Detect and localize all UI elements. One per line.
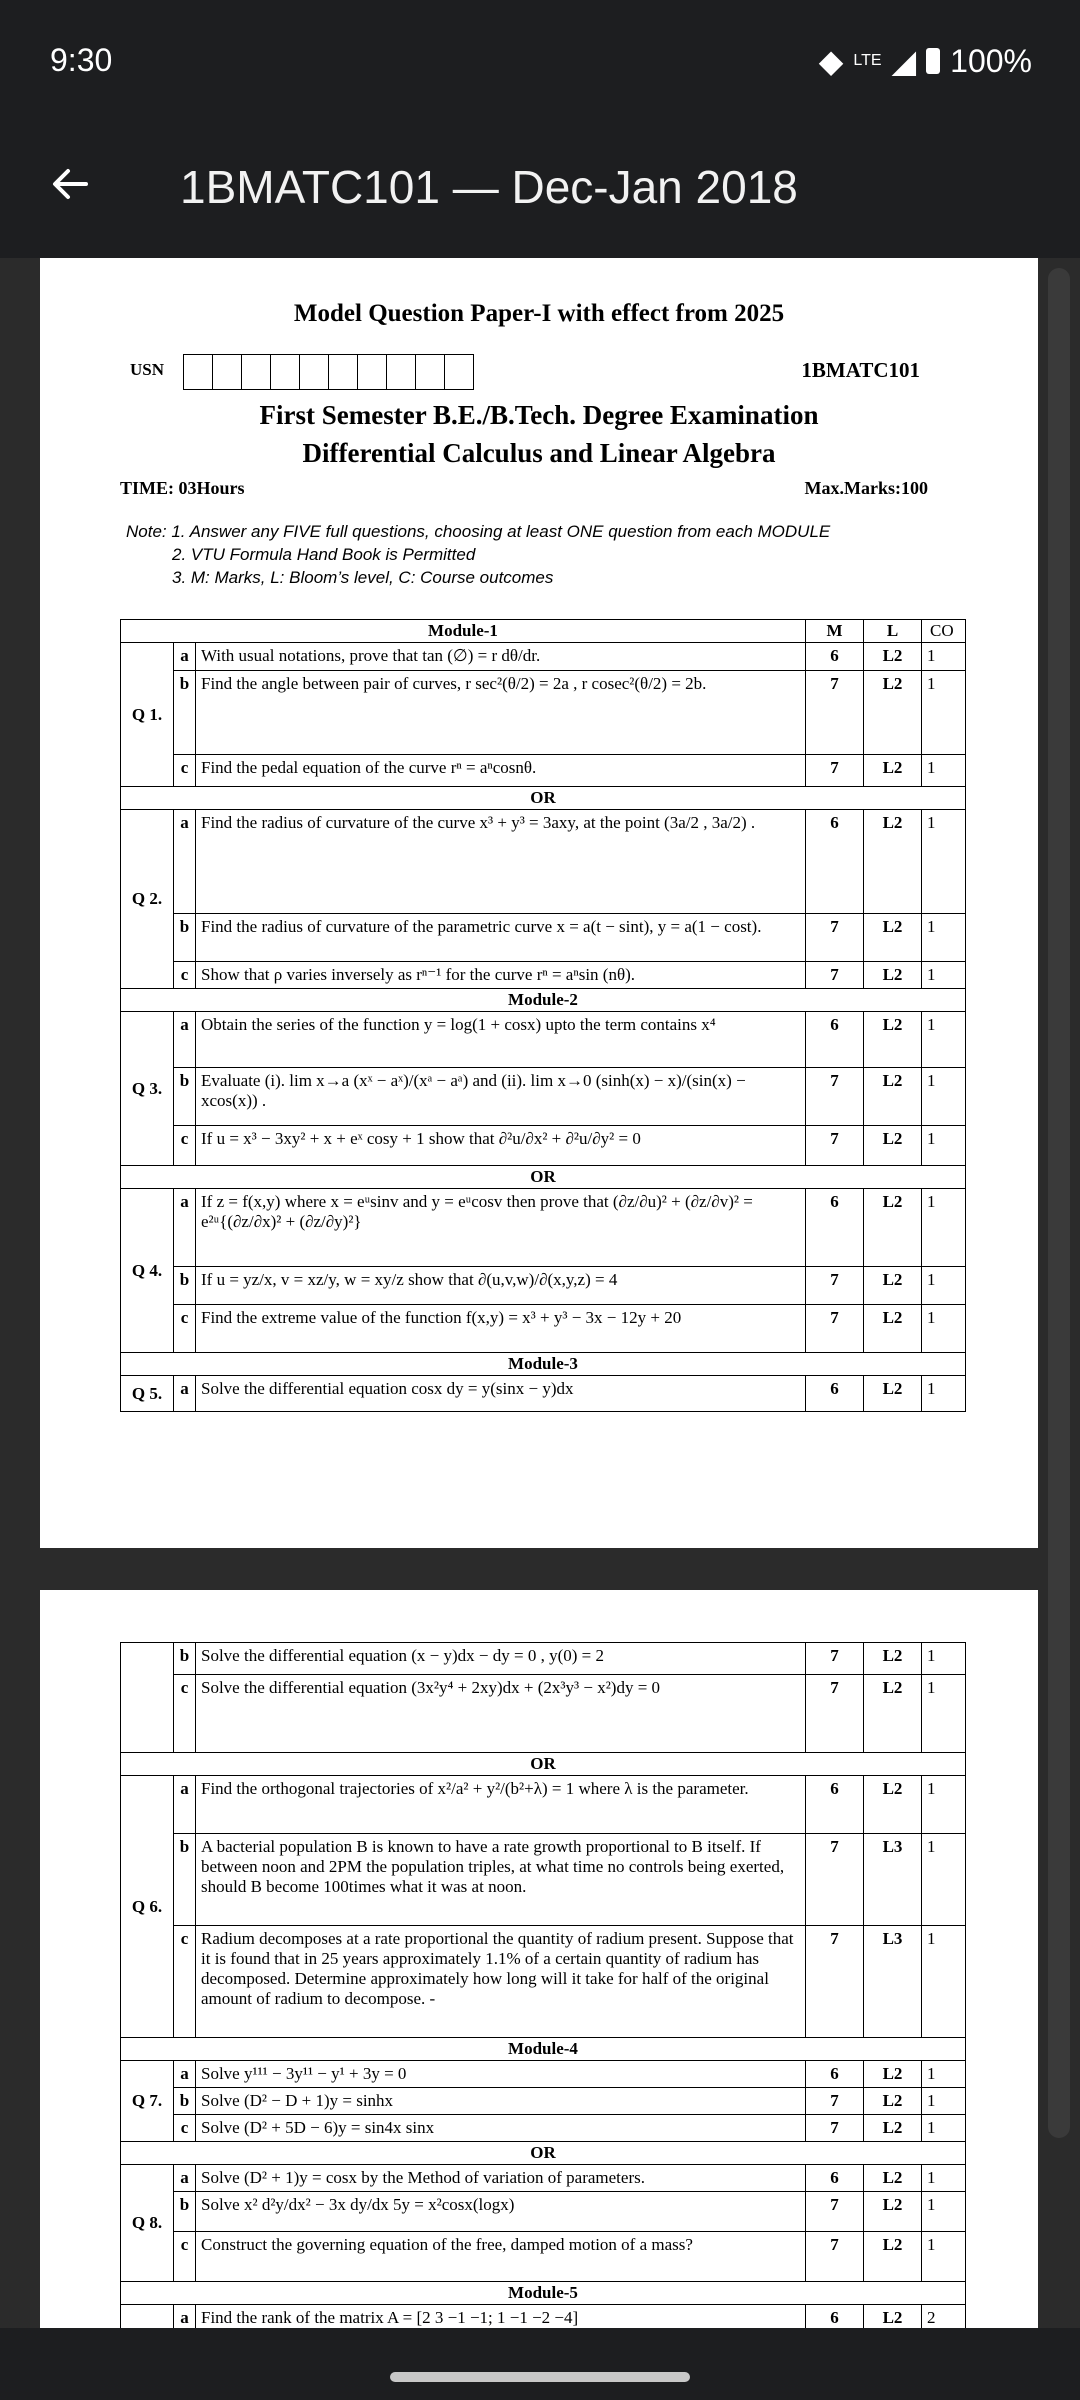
question-text: A bacterial population B is known to have a rate growth proportional to B itself. If between noon and 2PM the population triples, at what time no controls being exerted, should B become 100times what it was at noon. [196,1834,806,1926]
marks-cell: 6 [806,2061,864,2088]
sub-question-letter: a [174,2165,196,2192]
level-cell: L2 [864,1126,922,1166]
usn-box [241,354,271,390]
co-cell: 1 [922,755,966,787]
app-bar [0,124,1080,258]
marks-cell: 7 [806,1834,864,1926]
level-cell: L2 [864,1643,922,1675]
question-row [121,2165,966,2192]
question-text: Solve x² d²y/dx² − 3x dy/dx 5y = x²cosx(logx) [196,2192,806,2232]
question-row [121,1926,966,2038]
question-number: Q 5. [121,1376,174,1412]
module-row [121,787,966,810]
instructions [126,520,830,589]
question-text: Solve (D² − D + 1)y = sinhx [196,2088,806,2115]
sub-question-letter: b [174,1643,196,1675]
marks-cell: 6 [806,810,864,914]
sub-question-letter: a [174,1776,196,1834]
question-text: If u = x³ − 3xy² + x + eˣ cosy + 1 show that ∂²u/∂x² + ∂²u/∂y² = 0 [196,1126,806,1166]
module-heading: Module-3 [121,1353,966,1376]
battery-icon [926,48,940,74]
co-cell: 1 [922,2165,966,2192]
marks-cell: 6 [806,2165,864,2192]
question-row [121,2088,966,2115]
module-row [121,1753,966,1776]
marks-cell: 6 [806,1776,864,1834]
co-cell: 1 [922,2061,966,2088]
usn-boxes [183,354,473,390]
question-row [121,2305,966,2329]
level-cell: L3 [864,1926,922,2038]
co-cell: 1 [922,1376,966,1412]
question-row [121,755,966,787]
level-cell: L2 [864,962,922,989]
sub-question-letter: b [174,1068,196,1126]
level-cell: L2 [864,755,922,787]
module-row [121,2142,966,2165]
question-number: Q 7. [121,2061,174,2142]
co-cell: 1 [922,1643,966,1675]
sub-question-letter: b [174,2088,196,2115]
co-cell: 1 [922,1012,966,1068]
marks-cell: 7 [806,671,864,755]
level-cell: L2 [864,2115,922,2142]
question-row [121,1834,966,1926]
marks-cell: 7 [806,1068,864,1126]
module-heading: OR [121,787,966,810]
question-text: Find the orthogonal trajectories of x²/a² + y²/(b²+λ) = 1 where λ is the parameter. [196,1776,806,1834]
module-heading: Module-1 [121,620,806,643]
usn-box [386,354,416,390]
marks-cell: 7 [806,2088,864,2115]
back-arrow-icon[interactable] [46,160,94,208]
question-number: Q 1. [121,643,174,787]
sub-question-letter: a [174,2061,196,2088]
status-time: 9:30 [50,42,113,78]
question-text: Find the pedal equation of the curve rⁿ = aⁿcosnθ. [196,755,806,787]
question-text: Find the extreme value of the function f(x,y) = x³ + y³ − 3x − 12y + 20 [196,1305,806,1353]
home-gesture-handle[interactable] [390,2372,690,2382]
question-number: Q 4. [121,1189,174,1353]
sub-question-letter: a [174,810,196,914]
level-cell: L2 [864,2061,922,2088]
level-cell: L2 [864,2305,922,2329]
subject-heading: Differential Calculus and Linear Algebra [302,438,776,468]
marks-cell: 7 [806,1126,864,1166]
paper-title: Model Question Paper-I with effect from 2025 [293,300,785,327]
question-text: Solve y¹¹¹ − 3y¹¹ − y¹ + 3y = 0 [196,2061,806,2088]
question-text: Find the radius of curvature of the curve x³ + y³ = 3axy, at the point (3a/2 , 3a/2) . [196,810,806,914]
status-icons [819,42,1032,80]
col-co-header: CO [922,620,966,643]
question-row [121,2192,966,2232]
sub-question-letter: a [174,1376,196,1412]
subject-code: 1BMATC101 [801,358,920,382]
co-cell: 1 [922,2232,966,2282]
usn-box [415,354,445,390]
semester-heading: First Semester B.E./B.Tech. Degree Examination [259,400,819,430]
co-cell: 1 [922,914,966,962]
sub-question-letter: c [174,2232,196,2282]
level-cell: L2 [864,1012,922,1068]
level-cell: L2 [864,1267,922,1305]
level-cell: L2 [864,810,922,914]
question-row [121,1776,966,1834]
sub-question-letter: c [174,1675,196,1753]
co-cell: 1 [922,1834,966,1926]
level-cell: L2 [864,2165,922,2192]
co-cell: 1 [922,1126,966,1166]
module-row [121,1166,966,1189]
module-heading: Module-2 [121,989,966,1012]
question-text: Evaluate (i). lim x→a (xˣ − aˣ)/(xᵃ − aᵃ) and (ii). lim x→0 (sinh(x) − x)/(sin(x) − xcos(x)) . [196,1068,806,1126]
marks-cell: 6 [806,2305,864,2329]
sub-question-letter: b [174,671,196,755]
level-cell: L2 [864,671,922,755]
usn-box [270,354,300,390]
question-number [121,1643,174,1753]
question-row [121,671,966,755]
marks-cell: 7 [806,1675,864,1753]
module-heading: OR [121,1753,966,1776]
pdf-viewer[interactable] [0,258,1080,2328]
module-row [121,2038,966,2061]
usn-box [328,354,358,390]
module-heading: Module-5 [121,2282,966,2305]
document-title: 1BMATC101 — Dec-Jan 2018 [180,161,798,213]
co-cell: 1 [922,1776,966,1834]
level-cell: L2 [864,914,922,962]
question-text: Solve (D² + 1)y = cosx by the Method of variation of parameters. [196,2165,806,2192]
question-text: If z = f(x,y) where x = eᵘsinv and y = eᵘcosv then prove that (∂z/∂u)² + (∂z/∂v)² = e²ᵘ{(∂z/∂x)² + (∂z/∂y)²} [196,1189,806,1267]
co-cell: 1 [922,2192,966,2232]
max-marks: Max.Marks:100 [804,478,928,498]
marks-cell: 7 [806,1267,864,1305]
question-text: Construct the governing equation of the free, damped motion of a mass? [196,2232,806,2282]
cell-signal-icon: ◢ [891,43,917,79]
note-line: 2. VTU Formula Hand Book is Permitted [172,545,476,564]
level-cell: L2 [864,2232,922,2282]
marks-cell: 7 [806,1643,864,1675]
marks-cell: 7 [806,2192,864,2232]
marks-cell: 6 [806,1012,864,1068]
co-cell: 1 [922,1068,966,1126]
col-marks-header: M [806,620,864,643]
question-number: Q 8. [121,2165,174,2282]
co-cell: 1 [922,1926,966,2038]
sub-question-letter: c [174,1926,196,2038]
co-cell: 1 [922,1189,966,1267]
scrollbar[interactable] [1048,268,1070,2138]
level-cell: L2 [864,2192,922,2232]
module-row [121,2282,966,2305]
status-bar [0,0,1080,124]
sub-question-letter: c [174,2115,196,2142]
question-text: Solve the differential equation (3x²y⁴ + 2xy)dx + (2x³y³ − x²)dy = 0 [196,1675,806,1753]
battery-percent: 100% [950,42,1032,79]
usn-box [444,354,474,390]
question-row [121,1675,966,1753]
question-table [120,1642,966,2328]
sub-question-letter: c [174,755,196,787]
col-level-header: L [864,620,922,643]
sub-question-letter: a [174,1189,196,1267]
level-cell: L2 [864,1376,922,1412]
note-line: 3. M: Marks, L: Bloom’s level, C: Course outcomes [172,568,554,587]
table-head-row [121,620,966,643]
question-text: If u = yz/x, v = xz/y, w = xy/z show that ∂(u,v,w)/∂(x,y,z) = 4 [196,1267,806,1305]
question-number: Q 2. [121,810,174,989]
marks-cell: 6 [806,1189,864,1267]
question-rows [121,643,966,1412]
sub-question-letter: c [174,1126,196,1166]
sub-question-letter: b [174,1267,196,1305]
question-rows [121,1643,966,2329]
question-row [121,1643,966,1675]
usn-label: USN [130,360,165,379]
question-text: Solve (D² + 5D − 6)y = sin4x sinx [196,2115,806,2142]
pdf-page-2 [40,1590,1038,2328]
sub-question-letter: b [174,1834,196,1926]
co-cell: 1 [922,962,966,989]
co-cell: 1 [922,810,966,914]
question-text: Find the angle between pair of curves, r sec²(θ/2) = 2a , r cosec²(θ/2) = 2b. [196,671,806,755]
module-row [121,989,966,1012]
question-row [121,2232,966,2282]
marks-cell: 7 [806,1305,864,1353]
marks-cell: 7 [806,962,864,989]
question-text: With usual notations, prove that tan (∅) = r dθ/dr. [196,643,806,671]
question-row [121,1012,966,1068]
module-heading: OR [121,1166,966,1189]
question-row [121,643,966,671]
question-number: Q 6. [121,1776,174,2038]
question-row [121,1305,966,1353]
level-cell: L2 [864,2088,922,2115]
question-row [121,1376,966,1412]
question-number: Q 3. [121,1012,174,1166]
question-row [121,2061,966,2088]
marks-cell: 7 [806,2232,864,2282]
question-number [121,2305,174,2329]
question-text: Obtain the series of the function y = log(1 + cosx) upto the term contains x⁴ [196,1012,806,1068]
question-row [121,810,966,914]
question-text: Radium decomposes at a rate proportional the quantity of radium present. Suppose that it is found that in 25 years approximately 1.1% of a certain quantity of radium has decomposed. Determine approximately how long will it take for half of the original amount of radium to decompose. - [196,1926,806,2038]
question-text: Solve the differential equation cosx dy = y(sinx − y)dx [196,1376,806,1412]
co-cell: 1 [922,1305,966,1353]
sub-question-letter: c [174,1305,196,1353]
question-row [121,1068,966,1126]
marks-cell: 7 [806,2115,864,2142]
question-text: Show that ρ varies inversely as rⁿ⁻¹ for the curve rⁿ = aⁿsin (nθ). [196,962,806,989]
usn-box [357,354,387,390]
co-cell: 2 [922,2305,966,2329]
marks-cell: 6 [806,643,864,671]
question-row [121,2115,966,2142]
question-row [121,1267,966,1305]
usn-box [183,354,213,390]
navigation-bar [0,2328,1080,2400]
usn-box [299,354,329,390]
sub-question-letter: b [174,914,196,962]
question-row [121,1126,966,1166]
level-cell: L3 [864,1834,922,1926]
co-cell: 1 [922,643,966,671]
sub-question-letter: c [174,962,196,989]
question-text: Solve the differential equation (x − y)dx − dy = 0 , y(0) = 2 [196,1643,806,1675]
co-cell: 1 [922,1675,966,1753]
level-cell: L2 [864,1776,922,1834]
question-table [120,619,966,1412]
sub-question-letter: a [174,1012,196,1068]
sub-question-letter: a [174,2305,196,2329]
question-row [121,1189,966,1267]
co-cell: 1 [922,2088,966,2115]
co-cell: 1 [922,671,966,755]
co-cell: 1 [922,2115,966,2142]
usn-box [212,354,242,390]
module-row [121,1353,966,1376]
level-cell: L2 [864,1189,922,1267]
level-cell: L2 [864,1068,922,1126]
question-text: Find the rank of the matrix A = [2 3 −1 −1; 1 −1 −2 −4] [196,2305,806,2329]
lte-icon: LTE [853,52,882,69]
question-text: Find the radius of curvature of the parametric curve x = a(t − sint), y = a(1 − cost). [196,914,806,962]
level-cell: L2 [864,1675,922,1753]
sub-question-letter: a [174,643,196,671]
note-line: Note: 1. Answer any FIVE full questions, choosing at least ONE question from each MODULE [126,522,831,541]
level-cell: L2 [864,643,922,671]
pdf-page-1 [40,258,1038,1548]
exam-time: TIME: 03Hours [120,478,245,498]
question-row [121,914,966,962]
module-heading: OR [121,2142,966,2165]
sub-question-letter: b [174,2192,196,2232]
data-saver-icon: ◆ [818,43,844,79]
question-row [121,962,966,989]
marks-cell: 6 [806,1376,864,1412]
marks-cell: 7 [806,1926,864,2038]
module-heading: Module-4 [121,2038,966,2061]
co-cell: 1 [922,1267,966,1305]
marks-cell: 7 [806,914,864,962]
level-cell: L2 [864,1305,922,1353]
marks-cell: 7 [806,755,864,787]
